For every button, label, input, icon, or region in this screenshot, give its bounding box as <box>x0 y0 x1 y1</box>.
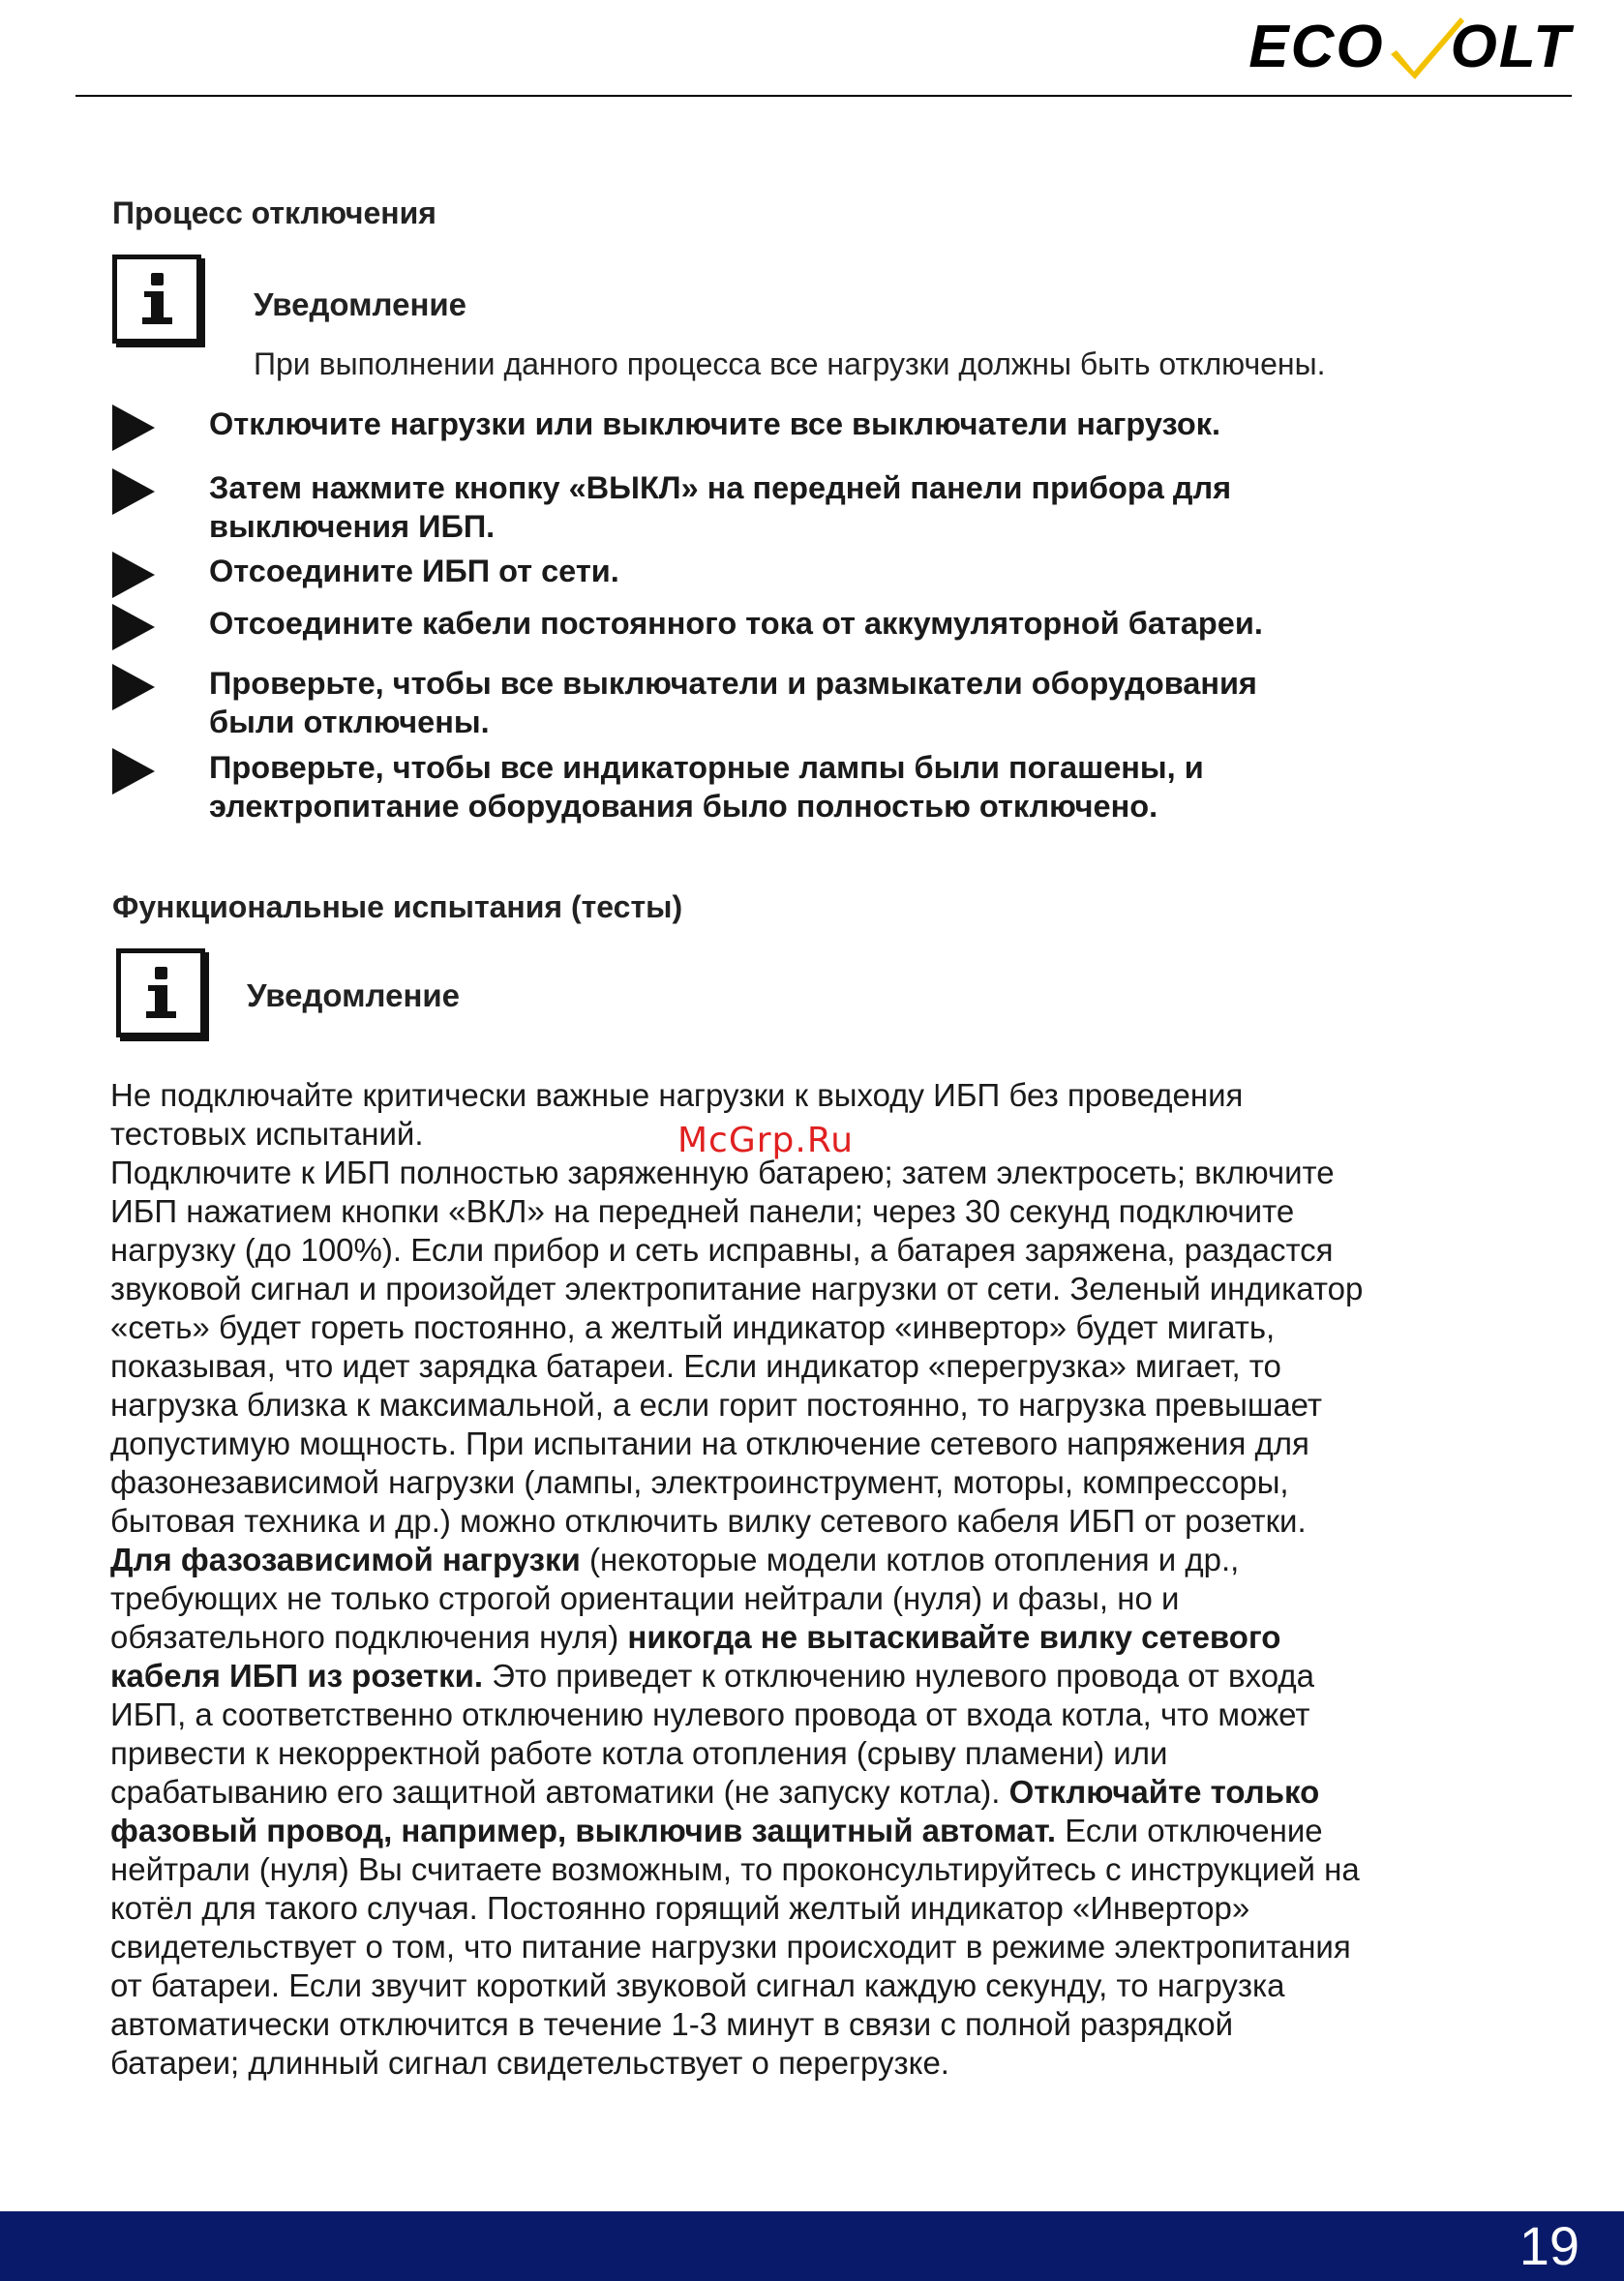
logo-text-left: ECO <box>1248 14 1385 80</box>
text-segment: Это приведет к отключению нулевого провода от входа <box>483 1658 1314 1694</box>
bold-text: фазовый провод, например, выключив защитный автомат. <box>110 1813 1057 1848</box>
step-line: Проверьте, чтобы все индикаторные лампы были погашены, и <box>209 750 1204 785</box>
notice-title: Уведомление <box>254 286 467 322</box>
bold-text: кабеля ИБП из розетки. <box>110 1658 484 1694</box>
text-segment: от батареи. Если звучит короткий звуковой сигнал каждую секунду, то нагрузка <box>110 1967 1285 2003</box>
text-segment: Если отключение <box>1056 1813 1323 1848</box>
paragraph-line <box>110 1734 1494 1773</box>
bold-text: Отключайте только <box>1008 1774 1320 1810</box>
section-heading-tests: Функциональные испытания (тесты) <box>112 889 683 924</box>
bullet-arrow-icon <box>112 405 155 451</box>
bullet-arrow-icon <box>112 604 155 650</box>
text-segment: тестовых испытаний. <box>110 1116 424 1152</box>
notice-text: При выполнении данного процесса все нагрузки должны быть отключены. <box>254 346 1326 381</box>
text-segment: нейтрали (нуля) Вы считаете возможным, то проконсультируйтесь с инструкцией на <box>110 1851 1360 1887</box>
paragraph-line <box>110 1386 1494 1425</box>
text-segment: срабатыванию его защитной автоматики (не запуску котла). <box>110 1774 1009 1810</box>
paragraph-line <box>110 1850 1494 1889</box>
paragraph-line <box>110 1889 1494 1928</box>
text-segment: привести к некорректной работе котла отопления (срыву пламени) или <box>110 1735 1168 1771</box>
brand-logo <box>1248 14 1572 81</box>
step-text <box>209 604 1263 643</box>
paragraph-line <box>110 1347 1494 1386</box>
text-segment: Подключите к ИБП полностью заряженную батарею; затем электросеть; включите <box>110 1155 1335 1190</box>
text-segment: Не подключайте критически важные нагрузки к выходу ИБП без проведения <box>110 1077 1244 1113</box>
paragraph-line <box>110 2005 1494 2044</box>
info-icon <box>112 255 201 344</box>
step-text <box>209 405 1220 443</box>
text-segment: (некоторые модели котлов отопления и др., <box>580 1542 1240 1577</box>
paragraph-line <box>110 2044 1494 2083</box>
text-segment: обязательного подключения нуля) <box>110 1619 628 1655</box>
step-text <box>209 552 619 590</box>
step-line: Отключите нагрузки или выключите все выключатели нагрузок. <box>209 406 1220 441</box>
text-segment: батареи; длинный сигнал свидетельствует о перегрузке. <box>110 2045 949 2081</box>
paragraph-line <box>110 1308 1494 1347</box>
text-segment: нагрузка близка к максимальной, а если горит постоянно, то нагрузка превышает <box>110 1387 1323 1423</box>
step-text <box>209 664 1257 741</box>
step-line: Затем нажмите кнопку «ВЫКЛ» на передней панели прибора для <box>209 470 1232 505</box>
footer-bar <box>0 2211 1624 2281</box>
tests-paragraph <box>110 1076 1494 2083</box>
paragraph-line <box>110 1231 1494 1270</box>
bullet-arrow-icon <box>112 748 155 795</box>
section-heading-shutdown: Процесс отключения <box>112 195 436 230</box>
text-segment: ИБП нажатием кнопки «ВКЛ» на передней панели; через 30 секунд подключите <box>110 1193 1295 1229</box>
notice-title: Уведомление <box>247 977 461 1013</box>
text-segment: бытовая техника и др.) можно отключить вилку сетевого кабеля ИБП от розетки. <box>110 1503 1307 1539</box>
header-divider <box>75 95 1572 97</box>
paragraph-line <box>110 1463 1494 1502</box>
step-text <box>209 748 1204 825</box>
text-segment: нагрузку (до 100%). Если прибор и сеть исправны, а батарея заряжена, раздастся <box>110 1232 1334 1268</box>
text-segment: автоматически отключится в течение 1-3 минут в связи с полной разрядкой <box>110 2006 1234 2042</box>
bullet-arrow-icon <box>112 468 155 515</box>
info-icon <box>116 948 205 1037</box>
step-line: выключения ИБП. <box>209 509 496 544</box>
step-line: электропитание оборудования было полностью отключено. <box>209 789 1158 824</box>
paragraph-line <box>110 1966 1494 2005</box>
step-line: Отсоедините кабели постоянного тока от аккумуляторной батареи. <box>209 606 1263 641</box>
bold-text: никогда не вытаскивайте вилку сетевого <box>627 1619 1281 1655</box>
paragraph-line <box>110 1425 1494 1463</box>
text-segment: требующих не только строгой ориентации нейтрали (нуля) и фазы, но и <box>110 1580 1180 1616</box>
paragraph-line <box>110 1579 1494 1618</box>
text-segment: свидетельствует о том, что питание нагрузки происходит в режиме электропитания <box>110 1929 1351 1965</box>
paragraph-line <box>110 1928 1494 1966</box>
paragraph-line <box>110 1502 1494 1541</box>
paragraph-line <box>110 1657 1494 1696</box>
paragraph-line <box>110 1270 1494 1308</box>
bullet-arrow-icon <box>112 664 155 710</box>
paragraph-line <box>110 1618 1494 1657</box>
paragraph-line <box>110 1192 1494 1231</box>
paragraph-line <box>110 1541 1494 1579</box>
paragraph-line <box>110 1773 1494 1812</box>
watermark: McGrp.Ru <box>677 1121 855 1160</box>
paragraph-line <box>110 1076 1494 1115</box>
bullet-arrow-icon <box>112 552 155 598</box>
logo-text-right: OLT <box>1450 14 1572 80</box>
text-segment: показывая, что идет зарядка батареи. Если индикатор «перегрузка» мигает, то <box>110 1348 1281 1384</box>
text-segment: «сеть» будет гореть постоянно, а желтый индикатор «инвертор» будет мигать, <box>110 1309 1276 1345</box>
text-segment: звуковой сигнал и произойдет электропитание нагрузки от сети. Зеленый индикатор <box>110 1271 1364 1306</box>
step-text <box>209 468 1231 546</box>
step-line: Проверьте, чтобы все выключатели и размыкатели оборудования <box>209 666 1257 701</box>
text-segment: ИБП, а соответственно отключению нулевого провода от входа котла, что может <box>110 1696 1310 1732</box>
step-line: были отключены. <box>209 705 490 739</box>
text-segment: фазонезависимой нагрузки (лампы, электроинструмент, моторы, компрессоры, <box>110 1464 1289 1500</box>
text-segment: допустимую мощность. При испытании на отключение сетевого напряжения для <box>110 1426 1309 1461</box>
paragraph-line <box>110 1696 1494 1734</box>
text-segment: котёл для такого случая. Постоянно горящий желтый индикатор «Инвертор» <box>110 1890 1250 1926</box>
bold-text: Для фазозависимой нагрузки <box>110 1542 581 1577</box>
page-number: 19 <box>1519 2215 1579 2276</box>
paragraph-line <box>110 1812 1494 1850</box>
step-line: Отсоедините ИБП от сети. <box>209 554 619 588</box>
